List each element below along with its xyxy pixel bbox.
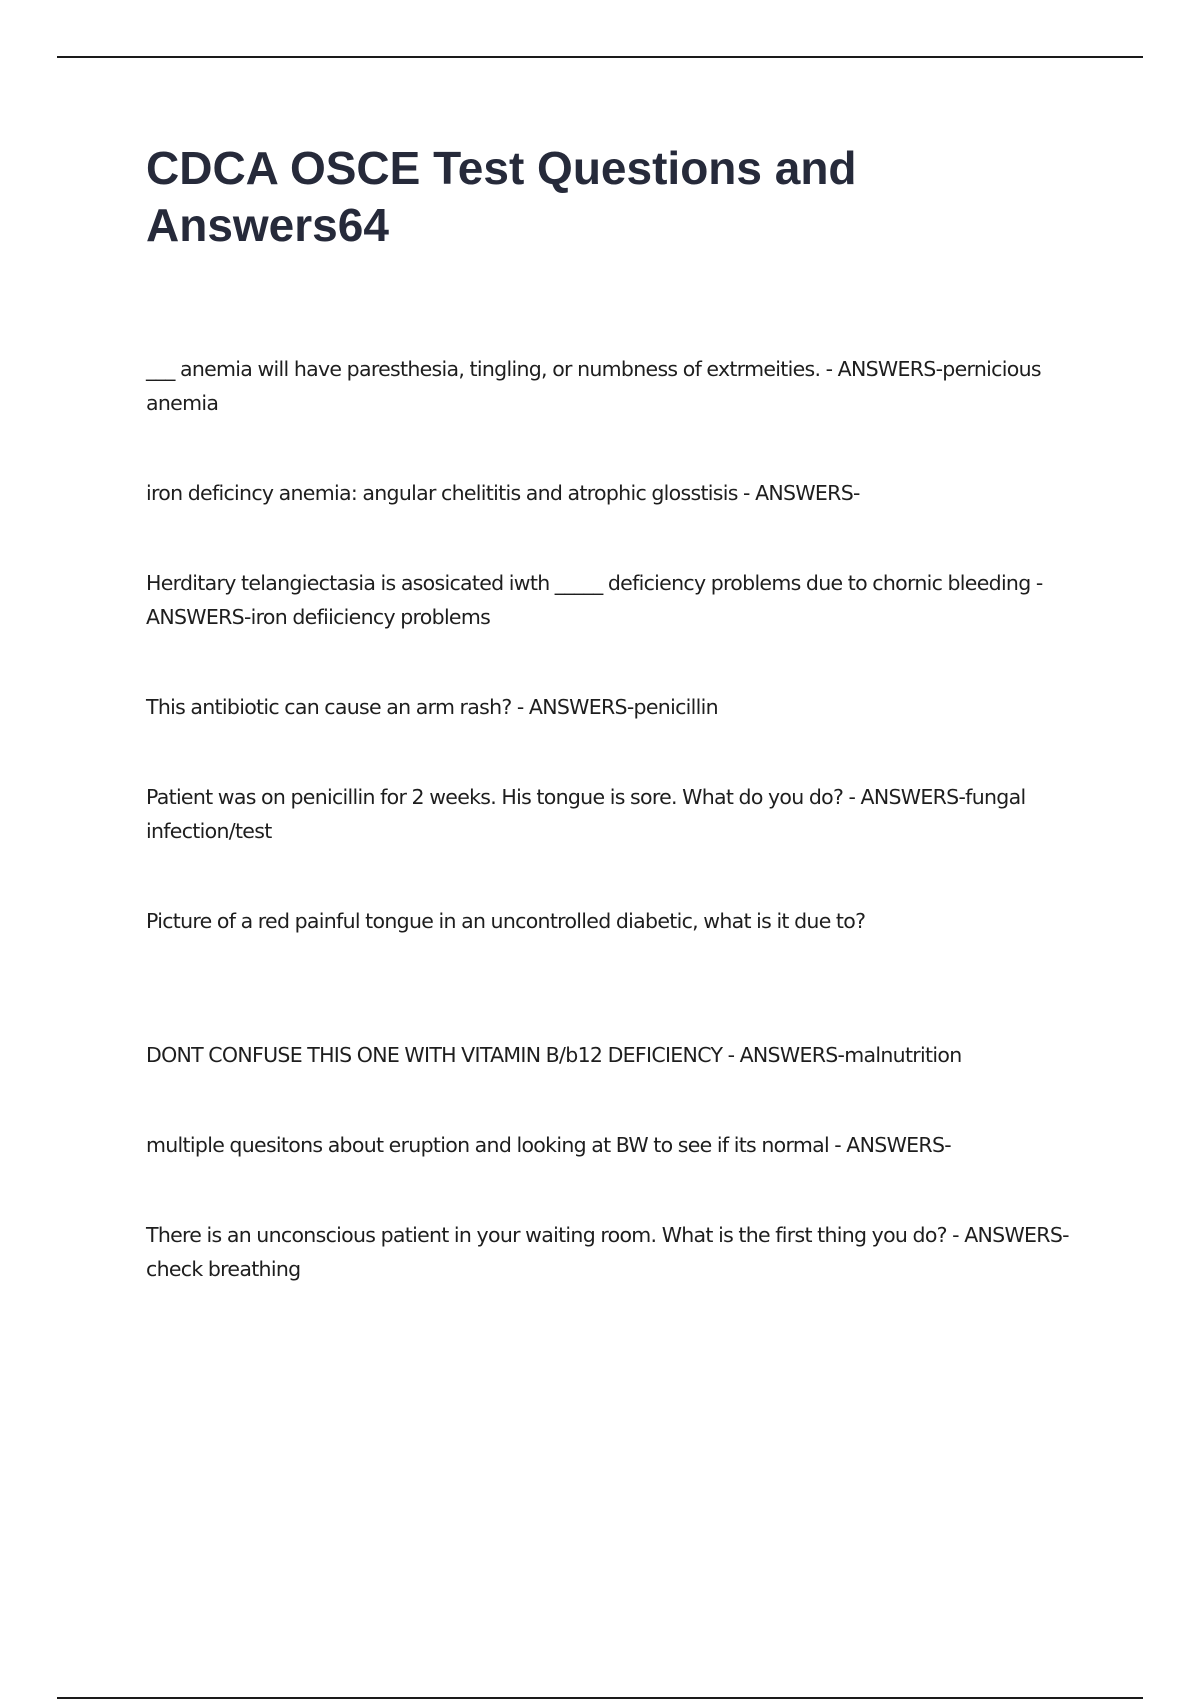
document-title: CDCA OSCE Test Questions and Answers64 [146, 142, 857, 251]
qa-list [146, 352, 1086, 1286]
qa-item-4: This antibiotic can cause an arm rash? - ANSWERS-penicillin [146, 695, 718, 719]
qa-item-8: multiple quesitons about eruption and looking at BW to see if its normal - ANSWERS- [146, 1133, 951, 1157]
bottom-divider [57, 1697, 1143, 1699]
qa-item-2: iron deficincy anemia: angular chelititis and atrophic glosstisis - ANSWERS- [146, 481, 860, 505]
qa-item-6: Picture of a red painful tongue in an uncontrolled diabetic, what is it due to? [146, 909, 866, 933]
qa-item-3: Herditary telangiectasia is asosicated iwth _____ deficiency problems due to chornic bleeding - ANSWERS-iron defiiciency problems [146, 571, 1043, 629]
qa-item-9: There is an unconscious patient in your waiting room. What is the first thing you do? - ANSWERS-check breathing [146, 1223, 1069, 1281]
document-content [146, 140, 1086, 1286]
top-divider [57, 56, 1143, 58]
qa-item-1: ___ anemia will have paresthesia, tingling, or numbness of extrmeities. - ANSWERS-pernicious anemia [146, 357, 1041, 415]
qa-item-7: DONT CONFUSE THIS ONE WITH VITAMIN B/b12 DEFICIENCY - ANSWERS-malnutrition [146, 1043, 962, 1067]
qa-item-5: Patient was on penicillin for 2 weeks. His tongue is sore. What do you do? - ANSWERS-fungal infection/test [146, 785, 1026, 843]
